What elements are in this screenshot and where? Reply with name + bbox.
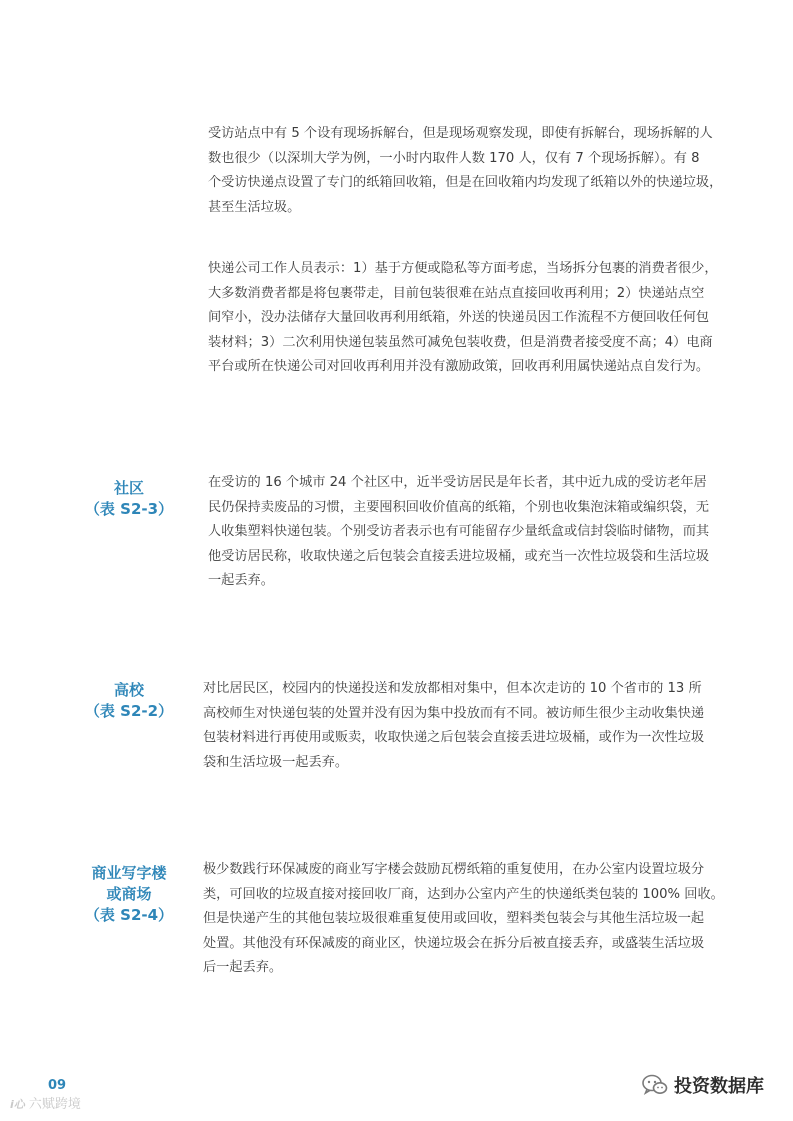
office-paragraph bbox=[203, 858, 724, 981]
text-line: 个受访快递点设置了专门的纸箱回收箱，但是在回收箱内均发现了纸箱以外的快递垃圾， bbox=[208, 175, 723, 191]
label-line: 或商场 bbox=[106, 885, 152, 903]
label-line: 商业写字楼 bbox=[91, 864, 167, 882]
text-line: 平台或所在快递公司对回收再利用并没有激励政策，回收再利用属快递站点自发行为。 bbox=[208, 359, 710, 375]
section-label-community bbox=[54, 478, 204, 520]
text-line: 高校师生对快递包装的处置并没有因为集中投放而有不同。被访师生很少主动收集快递 bbox=[203, 705, 705, 721]
label-line: 社区 bbox=[113, 479, 144, 497]
text-line: 他受访居民称，收取快递之后包装会直接丢进垃圾桶，或充当一次性垃圾袋和生活垃圾 bbox=[208, 548, 710, 564]
watermark-logo: i心 bbox=[10, 1098, 25, 1111]
text-line: 但是快递产生的其他包装垃圾很难重复使用或回收，塑料类包装会与其他生活垃圾一起 bbox=[203, 911, 705, 927]
text-line: 对比居民区，校园内的快递投送和发放都相对集中，但本次走访的 10 个省市的 13 所 bbox=[203, 681, 702, 696]
intro-paragraph-1 bbox=[208, 122, 722, 220]
text-line: 类，可回收的垃圾直接对接回收厂商，达到办公室内产生的快递纸类包装的 100% 回收。 bbox=[203, 886, 724, 902]
text-line: 一起丢弃。 bbox=[208, 573, 274, 589]
text-line: 处置。其他没有环保减废的商业区，快递垃圾会在拆分后被直接丢弃，或盛装生活垃圾 bbox=[203, 935, 705, 951]
watermark-right-text: 投资数据库 bbox=[674, 1076, 764, 1097]
label-line: （表 S2-2） bbox=[84, 702, 174, 720]
text-line: 数也很少（以深圳大学为例，一小时内取件人数 170 人，仅有 7 个现场拆解）。有 8 bbox=[208, 150, 700, 166]
wechat-icon bbox=[642, 1074, 668, 1096]
text-line: 受访站点中有 5 个设有现场拆解台，但是现场观察发现，即使有拆解台，现场拆解的人 bbox=[208, 126, 713, 141]
text-line: 装材料；3）二次利用快递包装虽然可减免包装收费，但是消费者接受度不高；4）电商 bbox=[208, 334, 713, 350]
intro-paragraph-2 bbox=[208, 257, 718, 380]
community-paragraph bbox=[208, 471, 709, 594]
text-line: 人收集塑料快递包装。个别受访者表示也有可能留存少量纸盒或信封袋临时储物，而其 bbox=[208, 524, 710, 540]
page-number: 09 bbox=[48, 1078, 67, 1093]
label-line: 高校 bbox=[113, 681, 144, 699]
label-line: （表 S2-3） bbox=[84, 500, 174, 518]
text-line: 在受访的 16 个城市 24 个社区中，近半受访居民是年长者，其中近九成的受访老年居 bbox=[208, 475, 707, 490]
text-line: 间窄小，没办法储存大量回收再利用纸箱，外送的快递员因工作流程不方便回收任何包 bbox=[208, 310, 710, 326]
section-label-office bbox=[54, 863, 204, 926]
text-line: 快递公司工作人员表示：1）基于方便或隐私等方面考虑，当场拆分包裹的消费者很少， bbox=[208, 261, 718, 276]
text-line: 大多数消费者都是将包裹带走，目前包装很难在站点直接回收再利用；2）快递站点空 bbox=[208, 285, 705, 301]
label-line: （表 S2-4） bbox=[84, 906, 174, 924]
text-line: 甚至生活垃圾。 bbox=[208, 199, 301, 215]
watermark-right bbox=[642, 1072, 764, 1098]
campus-paragraph bbox=[203, 677, 704, 775]
watermark-left-text: 六赋跨境 bbox=[28, 1097, 81, 1112]
text-line: 包装材料进行再使用或贩卖，收取快递之后包装会直接丢进垃圾桶，或作为一次性垃圾 bbox=[203, 730, 705, 746]
text-line: 民仍保持卖废品的习惯，主要囤积回收价值高的纸箱，个别也收集泡沫箱或编织袋，无 bbox=[208, 499, 710, 515]
text-line: 后一起丢弃。 bbox=[203, 960, 283, 976]
text-line: 极少数践行环保减废的商业写字楼会鼓励瓦楞纸箱的重复使用，在办公室内设置垃圾分 bbox=[203, 862, 705, 877]
section-label-campus bbox=[54, 680, 204, 722]
text-line: 袋和生活垃圾一起丢弃。 bbox=[203, 754, 349, 770]
watermark-left bbox=[10, 1093, 81, 1112]
